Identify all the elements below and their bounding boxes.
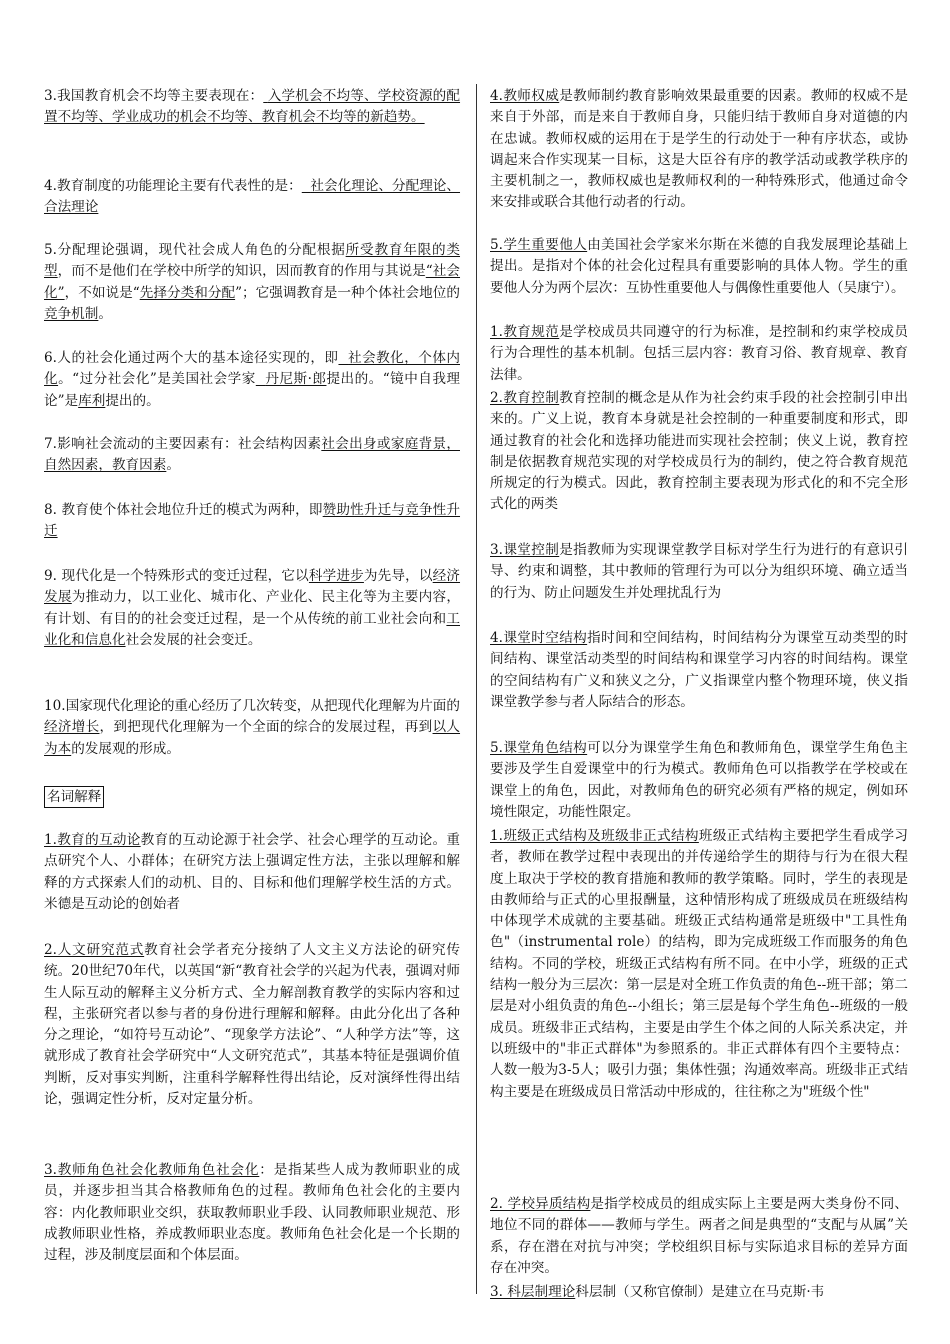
question-text: 。“过分社会化”是美国社会学家: [58, 371, 256, 388]
term-label: 3.教师角色社会化教师角色社会化: [44, 1162, 260, 1178]
column-divider: [476, 84, 477, 1294]
term-definition: 由美国社会学家米尔斯在米德的自我发展理论基础上提出。是指对个体的社会化过程具有重要影响的具体人物。学生的重要他人分为两个层次：互协性重要他人与偶像性重要他人（吴康宁）。: [490, 237, 908, 296]
answer-blank: 所受教育年限的类型: [44, 242, 461, 280]
term-school-heterogeneous-structure: [490, 1194, 908, 1279]
answer-blank: 社会化理论、分配理论、合法理论: [44, 178, 461, 216]
term-definition: 是学校成员共同遵守的行为标准，是控制和约束学校成员行为合理性的基本机制。包括三层内容：教育习俗、教育规章、教育法律。: [490, 324, 908, 383]
term-label: 3.课堂控制: [490, 542, 560, 558]
question-text: 3.我国教育机会不均等主要表现在：: [44, 88, 264, 104]
question-text: ”；它强调教育是一种个体社会地位的: [235, 284, 461, 301]
term-definition: 教育的互动论源于社会学、社会心理学的互动论。重点研究个人、小群体；在研究方法上强调定性方法，主张以理解和解释的方式探索人们的动机、目的、目标和他们理解学校生活的方式。米德是互动论的创始者: [44, 832, 460, 912]
section-title: [44, 786, 104, 808]
answer-blank: 赞助性升迁与竞争性升迁: [44, 502, 461, 540]
term-classroom-roles: [490, 738, 908, 823]
question-text: 为推动力，以工业化、城市化、产业化、民主化等为主要内容，有计划、有目的的社会变迁过程，是一个从传统的前工业社会向和: [44, 589, 461, 627]
answer-blank: 入学机会不均等、学校资源的配置不均等、学业成功的机会不均等、教育机会不均等的新趋势: [44, 88, 461, 126]
answer-blank: 经济发展: [44, 568, 461, 606]
answer-blank: “社会化”: [44, 263, 461, 301]
term-label: 2.教育控制: [490, 390, 560, 406]
question-text: ，而不是他们在学校中所学的知识，因而教育的作用与其说是: [57, 263, 426, 280]
term-education-control: [490, 388, 908, 516]
question-text: ，到把现代化理解为一个全面的综合的发展过程，再到: [99, 719, 433, 736]
question-text: 4.教育制度的功能理论主要有代表性的是：: [44, 178, 302, 194]
fill-question-9: [44, 566, 460, 651]
term-bureaucracy-theory: [490, 1282, 908, 1303]
answer-blank: 库利: [78, 392, 106, 409]
fill-question-10: [44, 696, 460, 760]
term-label: 5.课堂角色结构: [490, 740, 588, 756]
question-text: 8. 教育使个体社会地位升迁的模式为两种，即: [44, 502, 323, 518]
term-class-structure: [490, 826, 908, 1103]
answer-blank: 工业化和信息化: [44, 610, 460, 648]
question-text: 7.影响社会流动的主要因素有：社会结构因素: [44, 436, 322, 452]
question-text: 5.分配理论强调，现代社会成人角色的分配根据: [44, 242, 346, 258]
question-text: 为先导，以: [363, 568, 433, 584]
term-classroom-control: [490, 540, 908, 604]
fill-question-8: [44, 500, 460, 543]
question-text: 。: [166, 457, 180, 474]
term-label: 3. 科层制理论: [490, 1284, 576, 1300]
fill-question-7: [44, 434, 460, 477]
term-definition: 教育控制的概念是从作为社会约束手段的社会控制引申出来的。广义上说，教育本身就是社会控制的一种重要制度和形式，即通过教育的社会化和选择功能进而实现社会控制；侠义上说，教育控制是依据教育规范实现的对学校成员行为的制约，使之符合教育规范所规定的行为模式。因此，教育控制主要表现为形式化的和不完全形式化的两类: [490, 390, 908, 513]
term-definition: 是教师制约教育影响效果最重要的因素。教师的权威不是来自于外部，而是来自于教师自身，只能归结于教师自身对道德的内在忠诚。教师权威的运用在于是学生的行动处于一种有序状态，或协调起来合作实现某一目标，这是大臣谷有序的教学活动或教学秩序的主要机制之一，教师权威也是教师权利的一种特殊形式，他通过命令来安排或联合其他行动者的行动。: [490, 88, 908, 211]
question-text: 提出的。“镜中自我理论”是: [44, 371, 460, 409]
fill-question-6: [44, 348, 460, 412]
term-humanistic-paradigm: [44, 940, 460, 1110]
answer-blank: 经济增长: [44, 719, 100, 736]
question-text: 社会发展的社会变迁。: [125, 631, 262, 648]
question-text: 的发展观的形成。: [71, 740, 180, 757]
term-definition: 科层制（又称官僚制）是建立在马克斯·韦: [575, 1284, 825, 1300]
term-interaction-theory: [44, 830, 460, 915]
answer-blank: 科学进步: [308, 568, 364, 584]
term-label: 1.班级正式结构及班级非正式结构: [490, 828, 699, 844]
term-label: 2.人文研究范式: [44, 942, 145, 958]
answer-blank: 丹尼斯·郎: [265, 371, 327, 388]
term-definition: 班级正式结构主要把学生看成学习者，教师在教学过程中表现出的并传递给学生的期待与行为在很大程度上取决于学校的教育措施和教师的教学策略。同时，学生的表现是由教师给与正式的心里报酬量，这种情形构成了班级成员在班级结构中体现学术成就的主要基础。班级正式结构通常是班级中"工具性角色"（instrumental role）的结构，即为完成班级工作而服务的角色结构。不同的学校，班级正式结构有所不同。在中小学，班级的正式结构一般分为三层次：第一层是对全班工作负责的角色--班干部；第二层是对小组负责的角色--小组长；第三层是每个学生角色--班级的一般成员。班级非正式结构，主要是由学生个体之间的人际关系决定，并以班级中的"非正式群体"为参照系的。非正式群体有四个主要特点：人数一般为3-5人；吸引力强；集体性强；沟通效率高。班级非正式结构主要是在班级成员日常活动中形成的，往往称之为"班级个性": [490, 828, 909, 1100]
question-text: 提出的。: [105, 392, 160, 409]
fill-question-3: [44, 86, 460, 129]
fill-question-4: [44, 176, 460, 219]
answer-blank: 社会教化，个体内化: [44, 350, 460, 388]
term-definition: 教育社会学者充分接纳了人文主义方法论的研究传统。20世纪70年代，以英国“新“教育社会学的兴起为代表，强调对师生人际互动的解释主义分析方式、全力解剖教育教学的实际内容和过程，主张研究者以参与者的身份进行理解和解释。由此分化出了各种分之理论，“如符号互动论”、“现象学方法论”、“人种学方法”等，这就形成了教育社会学研究中“人文研究范式”，其基本特征是强调价值判断，反对事实判断，注重科学解释性得出结论，反对演绎性得出结论，强调定性分析，反对定量分析。: [44, 942, 460, 1108]
term-label: 1.教育规范: [490, 324, 560, 340]
term-definition: 是指教师为实现课堂教学目标对学生行为进行的有意识引导、约束和调整，其中教师的管理行为可以分为组织环境、确立适当的行为、防止问题发生并处理扰乱行为: [490, 542, 908, 601]
term-teacher-authority: [490, 86, 908, 214]
term-label: 2. 学校异质结构: [490, 1196, 591, 1212]
term-label: 4.课堂时空结构: [490, 630, 588, 646]
answer-blank: 以人为本: [44, 719, 461, 757]
term-definition: ：是指某些人成为教师职业的成员，并逐步担当其合格教师角色的过程。教师角色社会化的主要内容：内化教师职业交织，获取教师职业手段、认同教师职业规范、形成教师职业性格，养成教师职业态度。教师角色社会化是一个长期的过程，涉及制度层面和个体层面。: [44, 1162, 461, 1264]
term-definition: 可以分为课堂学生角色和教师角色，课堂学生角色主要涉及学生自爱课堂中的行为模式。教师角色可以指教学在学校或在课堂上的角色，因此，对教师角色的研究必须有严格的规定，例如环境性限定，功能性限定。: [490, 740, 908, 820]
section-title-box: 名词解释: [44, 786, 104, 808]
question-text: 。: [98, 305, 112, 322]
answer-blank: 社会出身或家庭背景，自然因素，教育因素: [44, 436, 460, 474]
term-teacher-role-socialization: [44, 1160, 460, 1266]
answer-tail: 。: [411, 109, 425, 126]
term-definition: 指时间和空间结构，时间结构分为课堂互动类型的时间结构、课堂活动类型的时间结构和课堂学习内容的时间结构。课堂的空间结构有广义和狭义之分，广义指课堂内整个物理环境，侠义指课堂教学参与者人际结合的形态。: [490, 630, 908, 710]
term-label: 4.教师权威: [490, 88, 560, 104]
question-text: ，不如说是“: [64, 284, 140, 301]
question-text: 9. 现代化是一个特殊形式的变迁过程，它以: [44, 568, 309, 584]
term-significant-others: [490, 235, 908, 299]
term-label: 1.教育的互动论: [44, 832, 141, 848]
term-definition: 是指学校成员的组成实际上主要是两大类身份不同、地位不同的群体——教师与学生。两者之间是典型的“支配与从属”关系，存在潜在对抗与冲突；学校组织目标与实际追求目标的差异方面存在冲突。: [490, 1196, 908, 1276]
question-text: 10.国家现代化理论的重心经历了几次转变，从把现代化理解为片面的: [44, 698, 460, 714]
answer-blank: 竞争机制: [44, 305, 99, 322]
question-text: 6.人的社会化通过两个大的基本途径实现的，即: [44, 350, 339, 366]
term-classroom-time-space: [490, 628, 908, 713]
fill-question-5: [44, 240, 460, 325]
term-education-norms: [490, 322, 908, 386]
answer-blank: 先择分类和分配: [139, 284, 236, 301]
term-label: 5.学生重要他人: [490, 237, 588, 253]
